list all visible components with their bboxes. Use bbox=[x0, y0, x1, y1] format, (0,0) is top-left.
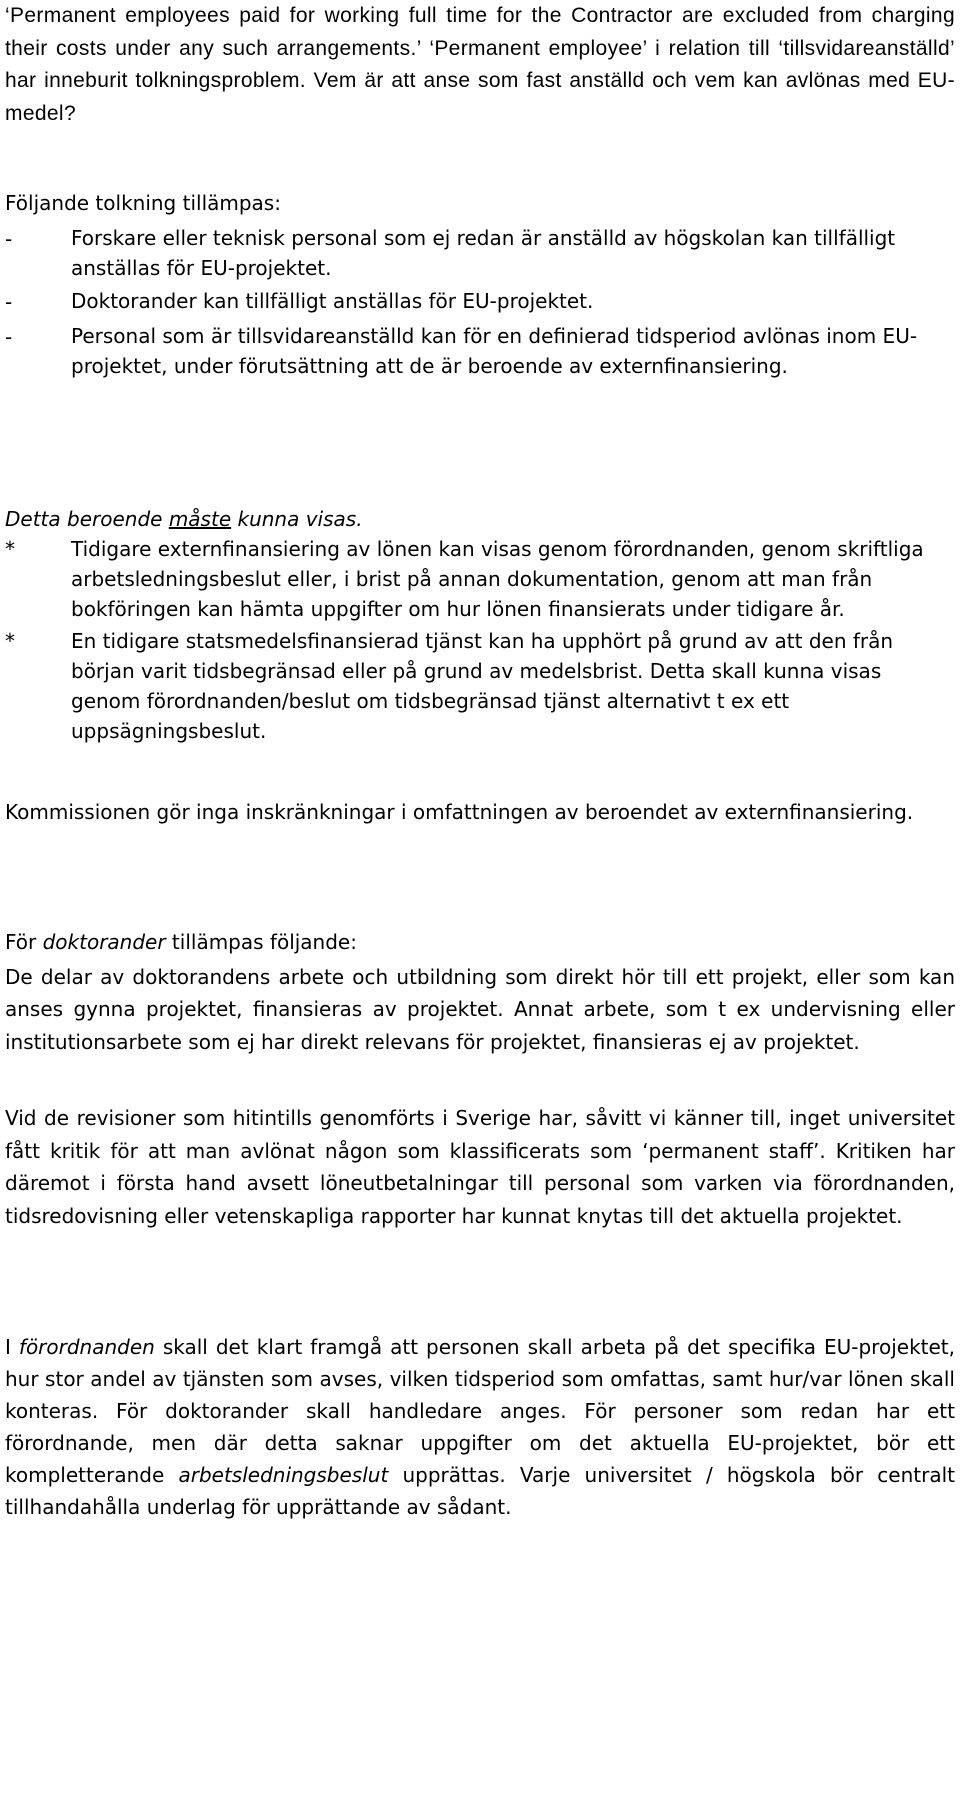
asterisk-item bbox=[5, 626, 955, 746]
dash-marker: - bbox=[5, 289, 13, 314]
doktorander-lead-italic: doktorander bbox=[42, 930, 166, 954]
emphasis-underlined: måste bbox=[168, 507, 232, 531]
dash-marker: - bbox=[5, 226, 13, 251]
tolkning-item bbox=[5, 286, 955, 319]
tolkning-item bbox=[5, 223, 955, 283]
tolkning-item-text: Forskare eller teknisk personal som ej redan är anställd av högskolan kan tillfälligt anställas för EU-projektet. bbox=[71, 225, 896, 280]
revisioner-paragraph: Vid de revisioner som hitintills genomförts i Sverige har, såvitt vi känner till, inget universitet fått kritik för att man avlönat någon som klassificerats som ‘permanent staff’. Kritiken har däremot i första hand avsett löneutbetalningar till personal som varken via förordnanden, tidsredovisning eller vetenskapliga rapporter har kunnat knytas till det aktuella projektet. bbox=[5, 1106, 955, 1228]
asterisk-list bbox=[5, 534, 955, 748]
asterisk-marker: * bbox=[5, 629, 15, 653]
tolkning-item bbox=[5, 321, 955, 381]
forordnanden-s3-before: För personer som redan har ett förordnande, men där detta saknar uppgifter om det aktuella EU-projektet, bör ett kompletterande bbox=[5, 1399, 955, 1487]
dash-marker: - bbox=[5, 325, 13, 349]
forordnanden-section bbox=[5, 1331, 955, 1523]
emphasis-after: kunna visas. bbox=[231, 507, 363, 531]
kommissionen-section bbox=[5, 796, 955, 829]
forordnanden-paragraph bbox=[5, 1331, 955, 1523]
tolkning-section bbox=[5, 187, 955, 384]
kommissionen-paragraph: Kommissionen gör inga inskränkningar i omfattningen av beroendet av externfinansiering. bbox=[5, 800, 914, 824]
intro-section bbox=[5, 0, 955, 130]
revisioner-section bbox=[5, 1102, 955, 1232]
doktorander-lead bbox=[5, 926, 955, 959]
asterisk-item bbox=[5, 534, 955, 624]
emphasis-line bbox=[5, 503, 955, 536]
asterisk-item-text: En tidigare statsmedelsfinansierad tjänst kan ha upphört på grund av att den från början varit tidsbegränsad eller på grund av medelsbrist. Detta skall kunna visas genom förordnanden/beslut om tidsbegränsad tjänst alternativt t ex ett uppsägningsbeslut. bbox=[71, 629, 894, 743]
forordnanden-s1-after: skall det klart framgå att personen skall arbeta på det specifika EU-projektet, hur stor andel av tjänsten som avses, vilken tidsperiod som omfattas, samt hur/var lönen skall konteras. bbox=[5, 1335, 955, 1423]
forordnanden-s1-italic: förordnanden bbox=[18, 1335, 155, 1359]
doktorander-section bbox=[5, 926, 955, 1058]
tolkning-item-text: Personal som är tillsvidareanställd kan för en definierad tidsperiod avlönas inom EU-projektet, under förutsättning att de är beroende av externfinansiering. bbox=[71, 324, 918, 378]
doktorander-lead-after: tillämpas följande: bbox=[165, 930, 357, 954]
doktorander-body: De delar av doktorandens arbete och utbildning som direkt hör till ett projekt, eller som kan anses gynna projektet, finansieras av projektet. Annat arbete, som t ex undervisning eller institutionsarbete som ej har direkt relevans för projektet, finansieras ej av projektet. bbox=[5, 964, 955, 1054]
asterisk-item-text: Tidigare externfinansiering av lönen kan visas genom förordnanden, genom skriftliga arbetsledningsbeslut eller, i brist på annan dokumentation, genom att man från bokföringen kan hämta uppgifter om hur lönen finansierats under tidigare år. bbox=[71, 537, 924, 621]
forordnanden-s3-after: upprättas. Varje universitet / högskola bör centralt tillhandahålla underlag för upprättande av sådant. bbox=[5, 1463, 955, 1519]
tolkning-heading: Följande tolkning tillämpas: bbox=[5, 191, 281, 215]
doktorander-lead-before: För bbox=[5, 930, 43, 954]
forordnanden-s3-italic: arbetsledningsbeslut bbox=[178, 1463, 389, 1487]
forordnanden-s1-before: I bbox=[5, 1335, 19, 1359]
emphasis-before: Detta beroende bbox=[5, 507, 169, 531]
asterisk-marker: * bbox=[5, 537, 15, 561]
forordnanden-s2: För doktorander skall handledare anges. bbox=[98, 1399, 567, 1423]
intro-paragraph: ‘Permanent employees paid for working full time for the Contractor are excluded from charging their costs under any such arrangements.’ ‘Permanent employee’ i relation till ‘tillsvidareanställd’ har inneburit tolkningsproblem. Vem är att anse som fast anställd och vem kan avlönas med EU-medel? bbox=[5, 4, 955, 125]
tolkning-item-text: Doktorander kan tillfälligt anställas för EU-projektet. bbox=[71, 288, 594, 313]
